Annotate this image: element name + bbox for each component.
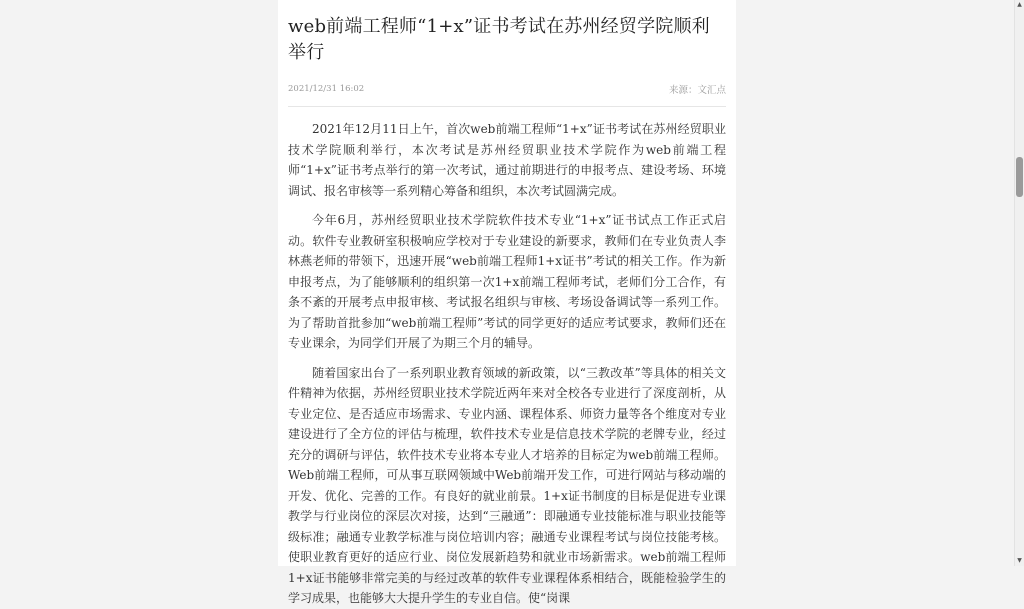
article-container (278, 0, 736, 605)
article-source: 来源：文汇点 (668, 85, 726, 96)
scrollbar-thumb[interactable] (1016, 157, 1023, 197)
article-body (288, 119, 726, 609)
vertical-scrollbar[interactable] (1014, 0, 1024, 566)
scroll-up-arrow-icon[interactable]: ▲ (1017, 1, 1022, 8)
publish-date: 2021/12/31 16:02 (288, 84, 365, 94)
article-meta (288, 82, 726, 107)
paragraph: 2021年12月11日上午，首次web前端工程师“1+x”证书考试在苏州经贸职业技术学院顺利举行，本次考试是苏州经贸职业技术学院作为web前端工程师“1+x”证书考点举行的第一次考试，通过前期进行的申报考点、建设考场、环境调试、报名审核等一系列精心筹备和组织，本次考试圆满完成。 (288, 122, 726, 198)
scroll-down-arrow-icon[interactable]: ▼ (1017, 557, 1022, 564)
paragraph: 今年6月，苏州经贸职业技术学院软件技术专业“1+x”证书试点工作正式启动。软件专业教研室积极响应学校对于专业建设的新要求，教师们在专业负责人李林燕老师的带领下，迅速开展“web前端工程师1+x证书”考试的相关工作。作为新申报考点，为了能够顺利的组织第一次1+x前端工程师考试，老师们分工合作，有条不紊的开展考点申报审核、考试报名组织与审核、考场设备调试等一系列工作。为了帮助首批参加“web前端工程师”考试的同学更好的适应考试要求，教师们还在专业课余，为同学们开展了为期三个月的辅导。 (288, 213, 726, 350)
article-title: web前端工程师“1+x”证书考试在苏州经贸学院顺利举行 (288, 16, 710, 63)
paragraph: 随着国家出台了一系列职业教育领域的新政策，以“三教改革”等具体的相关文件精神为依据，苏州经贸职业技术学院近两年来对全校各专业进行了深度剖析，从专业定位、是否适应市场需求、专业内涵、课程体系、师资力量等各个维度对专业建设进行了全方位的评估与梳理，软件技术专业是信息技术学院的老牌专业，经过充分的调研与评估，软件技术专业将本专业人才培养的目标定为web前端工程师。Web前端工程师，可从事互联网领域中Web前端开发工作，可进行网站与移动端的开发、优化、完善的工作。有良好的就业前景。1+x证书制度的目标是促进专业课教学与行业岗位的深层次对接，达到“三融通”：即融通专业技能标准与职业技能等级标准；融通专业教学标准与岗位培训内容；融通专业课程考试与岗位技能考核。使职业教育更好的适应行业、岗位发展新趋势和就业市场新需求。web前端工程师1+x证书能够非常完美的与经过改革的软件专业课程体系相结合，既能检验学生的学习成果，也能够大大提升学生的专业自信。使“岗课 (288, 365, 726, 605)
